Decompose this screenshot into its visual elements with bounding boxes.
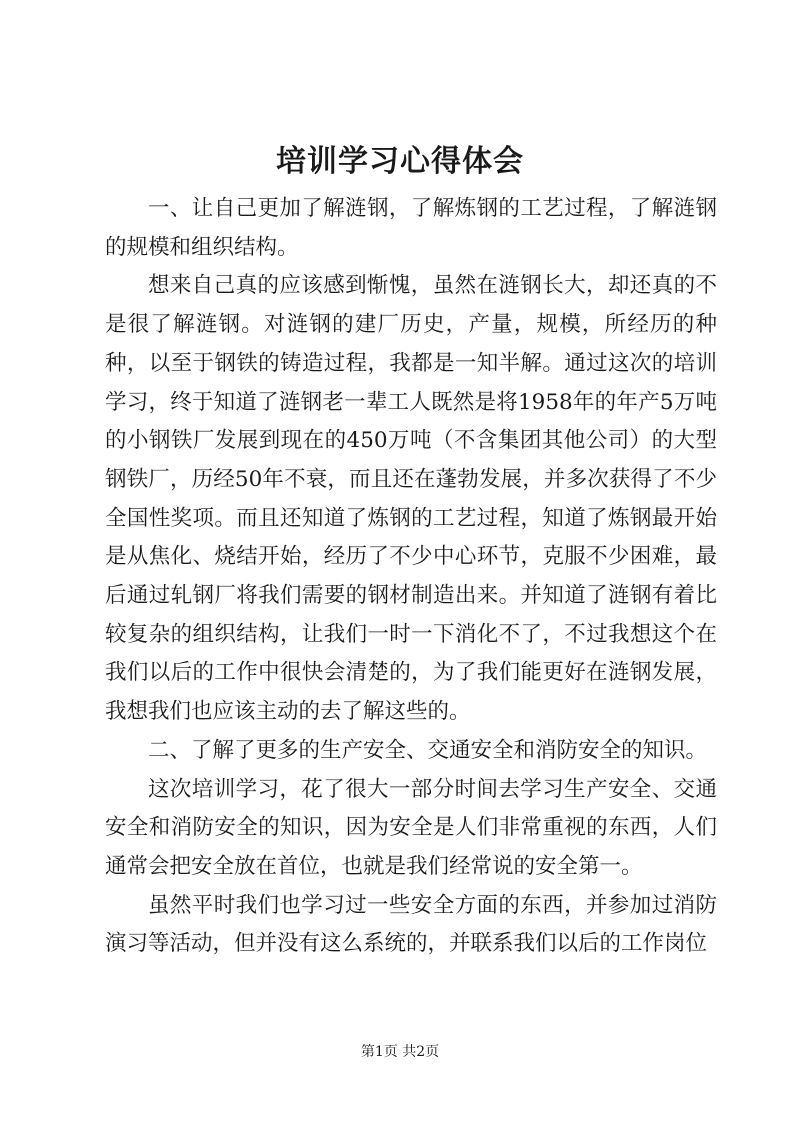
paragraph-3: 虽然平时我们也学习过一些安全方面的东西，并参加过消防演习等活动，但并没有这么系统的，并联系我们以后的工作岗位	[105, 892, 717, 957]
paragraph-2: 这次培训学习，花了很大一部分时间去学习生产安全、交通安全和消防安全的知识，因为安全是人们非常重视的东西，人们通常会把安全放在首位，也就是我们经常说的安全第一。	[105, 776, 717, 879]
page-title: 培训学习心得体会	[276, 144, 524, 179]
document-body	[105, 190, 717, 964]
section-heading-1: 一、让自己更加了解涟钢，了解炼钢的工艺过程，了解涟钢的规模和组织结构。	[105, 196, 717, 260]
page-number: 第1页 共2页	[360, 1044, 440, 1060]
paragraph-1: 想来自己真的应该感到惭愧，虽然在涟钢长大，却还真的不是很了解涟钢。对涟钢的建厂历史，产量，规模，所经历的种种，以至于钢铁的铸造过程，我都是一知半解。通过这次的培训学习，终于知道了涟钢老一辈工人既然是将1958年的年产5万吨的小钢铁厂发展到现在的450万吨（不含集团其他公司）的大型钢铁厂，历经50年不衰，而且还在蓬勃发展，并多次获得了不少全国性奖项。而且还知道了炼钢的工艺过程，知道了炼钢最开始是从焦化、烧结开始，经历了不少中心环节，克服不少困难，最后通过轧钢厂将我们需要的钢材制造出来。并知道了涟钢有着比较复杂的组织结构，让我们一时一下消化不了，不过我想这个在我们以后的工作中很快会清楚的，为了我们能更好在涟钢发展，我想我们也应该主动的去了解这些的。	[105, 273, 717, 725]
page-footer	[0, 1042, 800, 1062]
section-heading-2: 二、了解了更多的生产安全、交通安全和消防安全的知识。	[148, 737, 708, 763]
